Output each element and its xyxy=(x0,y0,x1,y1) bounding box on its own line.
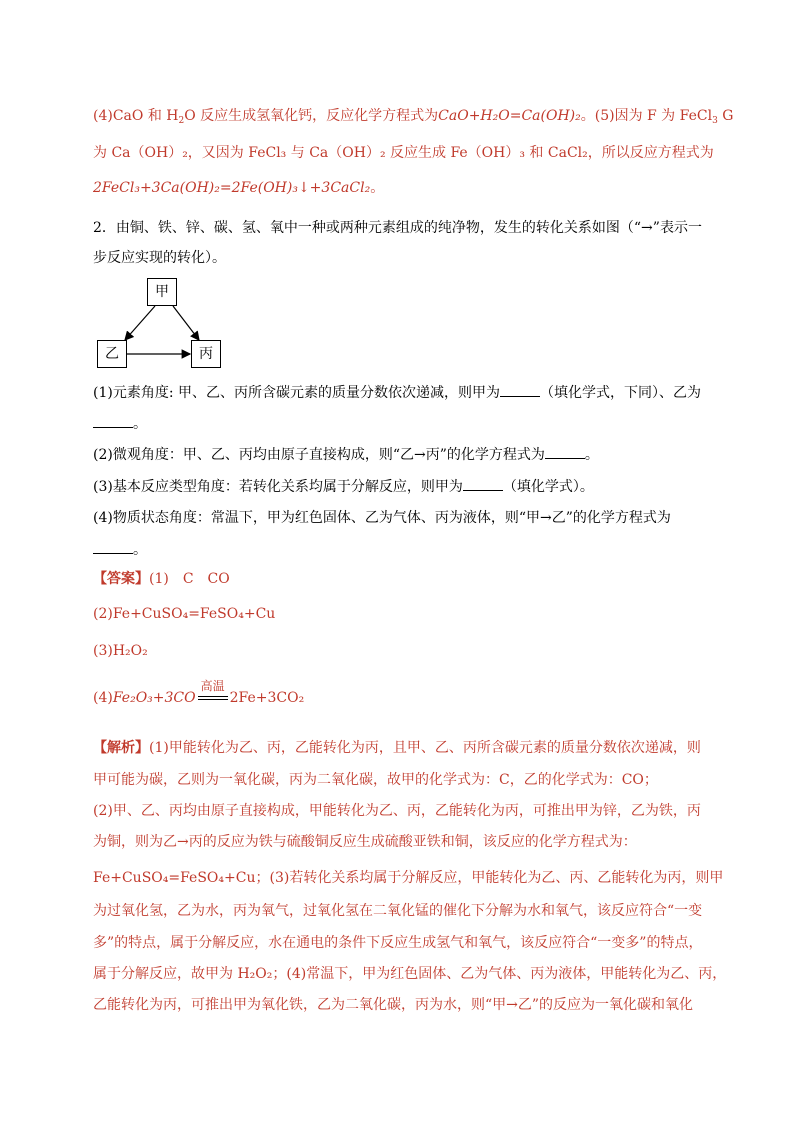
answer-line-3: (3)H₂O₂ xyxy=(93,643,148,659)
analysis-line-5 xyxy=(93,870,724,886)
question-part-1 xyxy=(93,384,703,401)
equation: Fe+CuSO₄=FeSO₄+Cu xyxy=(93,870,256,886)
equation: CaO+H₂O=Ca(OH)₂ xyxy=(438,108,581,124)
conversion-diagram xyxy=(95,278,235,370)
text: 。 xyxy=(584,447,599,463)
answer-blank xyxy=(463,478,503,491)
analysis-line-4: 为铜，则为乙→丙的反应为铁与硫酸铜反应生成硫酸亚铁和铜，该反应的化学方程式为： xyxy=(93,834,637,850)
text: （填化学式，下同）、乙为 xyxy=(540,385,701,401)
analysis-line-6: 为过氧化氢，乙为水，丙为氧气，过氧化氢在二氧化锰的催化下分解为水和氧气，该反应符合“一变 xyxy=(93,903,703,919)
analysis-line-3: (2)甲、乙、丙均由原子直接构成，甲能转化为乙、丙，乙能转化为丙，可推出甲为锌，乙为铁，丙 xyxy=(93,803,701,819)
answer-blank xyxy=(500,384,540,397)
equation: 2FeCl₃+3Ca(OH)₂=2Fe(OH)₃↓+3CaCl₂ xyxy=(93,180,371,196)
text: (1)元素角度: 甲、乙、丙所含碳元素的质量分数依次递减，则甲为 xyxy=(93,385,500,401)
prev-answer-line-1: (4)CaO 和 $H_2O$ 反应生成氢氧化钙，反应化学方程式为CaO+H₂O=Ca(OH)₂。(5)因为 F 为 FeCl$_3$ G xyxy=(93,108,734,126)
analysis-label: 【解析】 xyxy=(93,740,149,756)
answer-blank xyxy=(545,446,585,459)
text: G xyxy=(717,108,734,124)
text: 。 xyxy=(370,180,385,196)
equation-right: 2Fe+3CO₂ xyxy=(229,690,305,706)
analysis-line-1 xyxy=(93,740,703,756)
text: O 反应生成氢氧化钙，反应化学方程式为 xyxy=(184,108,439,124)
prev-answer-line-2: 为 Ca（OH）₂，又因为 FeCl₃ 与 Ca（OH）₂ 反应生成 Fe（OH）₃ 和 CaCl₂，所以反应方程式为 xyxy=(93,145,714,161)
analysis-line-2: 甲可能为碳，乙则为一氧化碳，丙为二氧化碳，故甲的化学式为：C，乙的化学式为：CO； xyxy=(93,772,658,788)
prev-answer-line-3 xyxy=(93,180,703,196)
node-yi: 乙 xyxy=(97,340,127,368)
text: (4)CaO 和 H xyxy=(93,108,179,124)
node-bing: 丙 xyxy=(191,340,221,368)
analysis-line-8: 属于分解反应，故甲为 H₂O₂；(4)常温下，甲为红色固体、乙为气体、丙为液体，甲能转化为乙、丙， xyxy=(93,966,727,982)
answer-blank xyxy=(93,541,133,554)
question-stem-2: 步反应实现的转化）。 xyxy=(93,250,226,266)
question-part-1-cont xyxy=(93,415,703,432)
equals-sign xyxy=(198,696,228,700)
text: 。 xyxy=(133,542,147,558)
question-part-4-cont xyxy=(93,541,703,558)
arrow-jia-bing xyxy=(173,306,199,340)
answer-line-1 xyxy=(93,571,703,587)
question-part-3 xyxy=(93,478,703,495)
node-jia: 甲 xyxy=(147,278,177,306)
arrow-jia-yi xyxy=(125,306,155,340)
text: (3)基本反应类型角度：若转化关系均属于分解反应，则甲为 xyxy=(93,479,463,495)
text: (2)微观角度：甲、乙、丙均由原子直接构成，则“乙→丙”的化学方程式为 xyxy=(93,447,545,463)
analysis-line-9: 乙能转化为丙，可推出甲为氧化铁，乙为二氧化碳，丙为水，则“甲→乙”的反应为一氧化碳和氧化 xyxy=(93,997,694,1013)
condition-label: 高温 xyxy=(200,679,225,693)
question-part-2 xyxy=(93,446,703,463)
equation-left: Fe₂O₃+3CO xyxy=(112,690,196,706)
text: 。(5)因为 F 为 FeCl xyxy=(580,108,713,124)
question-part-4: (4)物质状态角度：常温下，甲为红色固体、乙为气体、丙为液体，则“甲→乙”的化学方程式为 xyxy=(93,510,671,526)
text: (4) xyxy=(93,690,113,706)
reaction-condition xyxy=(196,679,230,706)
answer-line-4 xyxy=(93,679,703,706)
question-stem-1: 2．由铜、铁、锌、碳、氢、氧中一种或两种元素组成的纯净物，发生的转化关系如图（“→”表示一 xyxy=(93,220,702,236)
answer-1: (1) C CO xyxy=(149,571,230,587)
answer-label: 【答案】 xyxy=(93,571,149,587)
text: 。 xyxy=(133,416,147,432)
text: （填化学式）。 xyxy=(502,479,594,495)
text: ；(3)若转化关系均属于分解反应，甲能转化为乙、丙、乙能转化为丙，则甲 xyxy=(255,870,724,886)
text: (1)甲能转化为乙、丙，乙能转化为丙，且甲、乙、丙所含碳元素的质量分数依次递减，则 xyxy=(149,740,701,756)
analysis-line-7: 多”的特点，属于分解反应，水在通电的条件下反应生成氢气和氧气，该反应符合“一变多”的特点， xyxy=(93,935,703,951)
answer-blank xyxy=(93,415,133,428)
answer-line-2: (2)Fe+CuSO₄=FeSO₄+Cu xyxy=(93,606,276,622)
